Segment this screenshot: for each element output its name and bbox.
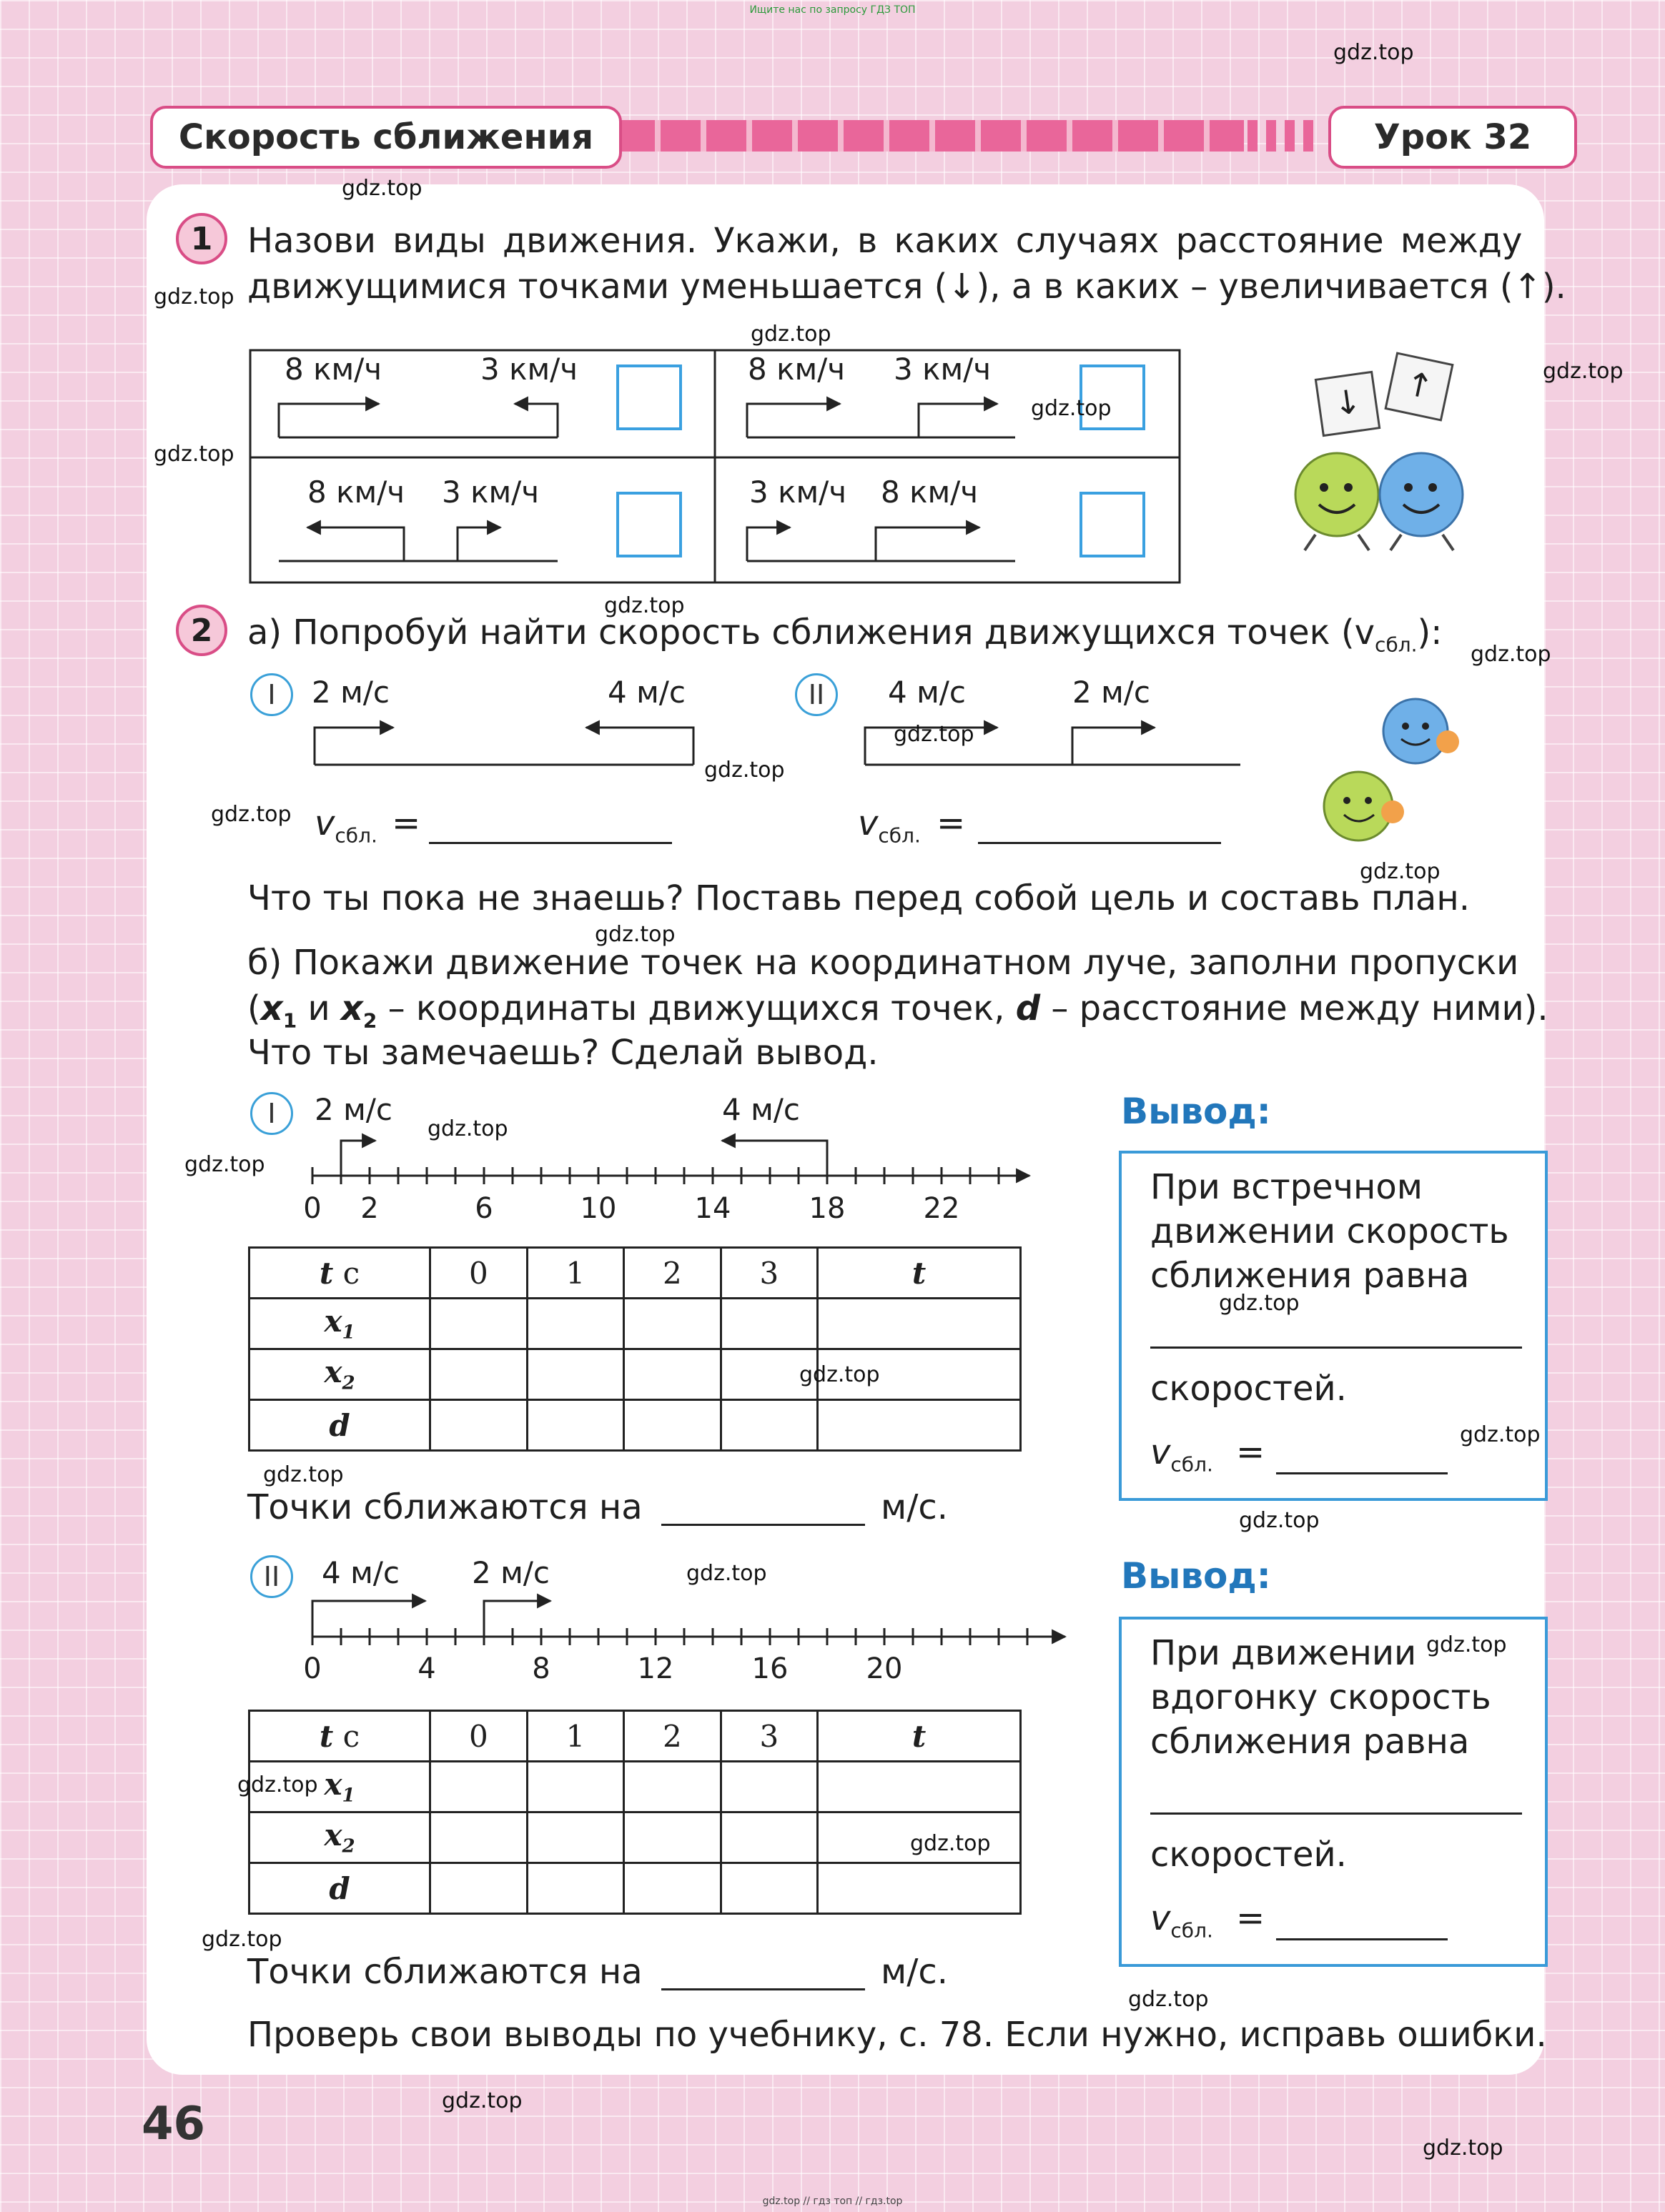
task1-cell2-right-speed: 3 км/ч [894,352,992,387]
table-II-col-1: 1 [527,1711,624,1762]
axis-I-tick-22: 22 [923,1192,960,1225]
task1-cell1-left-speed: 8 км/ч [285,352,382,387]
watermark: gdz.top [1333,40,1414,65]
watermark: gdz.top [1460,1422,1541,1447]
axis-II-marker: II [250,1555,293,1598]
watermark: gdz.top [686,1561,767,1586]
axis-I-tick-2: 2 [360,1192,379,1225]
task2a-text: а) Попробуй найти скорость сближения движущихся точек $(v_{сбл.})$: [247,612,1443,657]
watermark: gdz.top [704,758,785,783]
table-cell[interactable] [721,1863,818,1914]
table-II-row-d: d [249,1863,430,1914]
check-text: Проверь свои выводы по учебнику, с. 78. Если нужно, исправь ошибки. [247,2015,1547,2055]
table-cell[interactable] [430,1863,528,1914]
case-I-vsbl-label: $v_{сбл.}$ [315,803,377,848]
axis-I-marker: I [250,1092,293,1135]
conclusion-I-line1: При встречном [1150,1167,1423,1207]
axis-I-tick-0: 0 [303,1192,322,1225]
table-I-t-header: t с [249,1248,430,1299]
axis-II-speed2: 2 м/с [472,1555,550,1590]
case-II-marker: II [795,673,838,716]
conclusion-II-line4: скоростей. [1150,1835,1347,1875]
conclusion-II-line2: вдогонку скорость [1150,1677,1491,1717]
conclusion-II-box [1119,1617,1548,1967]
watermark: gdz.top [263,1462,344,1487]
axis-II-tick-12: 12 [637,1652,674,1685]
axis-II-tick-0: 0 [303,1652,322,1685]
table-cell[interactable] [721,1812,818,1863]
table-II-col-t: t [818,1711,1021,1762]
axis-I-speed1: 2 м/с [315,1092,392,1127]
table-cell[interactable] [527,1762,624,1812]
watermark: gdz.top [894,722,974,747]
task2b-line1: б) Покажи движение точек на координатном луче, заполни пропуски [247,943,1519,983]
table-cell[interactable] [527,1863,624,1914]
watermark: gdz.top [211,802,292,827]
table-cell[interactable] [721,1762,818,1812]
watermark: gdz.top [595,922,676,947]
watermark: gdz.top [1031,396,1112,421]
task1-cell3-right-speed: 3 км/ч [442,475,540,510]
lesson-topic-title: Скорость сближения [150,106,622,169]
axis-II-speed1: 4 м/с [322,1555,400,1590]
conclusion-I-line3: сближения равна [1150,1256,1470,1296]
conclusion-II-answer-line[interactable] [1276,1938,1448,1940]
approach-text-I: Точки сближаются на [247,1487,643,1527]
watermark: gdz.top [1219,1291,1300,1316]
task-number-1: 1 [176,213,227,264]
table-II-row-x2: $x_2$ [249,1812,430,1863]
table-cell[interactable] [430,1762,528,1812]
watermark: gdz.top [799,1362,880,1387]
task2b-line3: Что ты замечаешь? Сделай вывод. [247,1033,879,1073]
conclusion-I-vsbl: $v_{сбл.}$ [1150,1432,1213,1477]
watermark: gdz.top [1239,1508,1320,1533]
goal-text: Что ты пока не знаешь? Поставь перед собой цель и составь план. [247,878,1470,918]
table-cell[interactable] [624,1762,721,1812]
conclusion-I-equals: = [1236,1432,1265,1472]
watermark: gdz.top [604,593,685,618]
table-I-row-d: d [249,1400,430,1451]
task-number-2: 2 [176,605,227,656]
table-II-row-x1: $x_1$ [249,1762,430,1812]
watermark: gdz.top [184,1152,265,1177]
case-II-vsbl-label: $v_{сбл.}$ [858,803,921,848]
arrow-down-card: ↓ [1315,371,1381,437]
approach-text-II: Точки сближаются на [247,1952,643,1992]
case-I-speed2: 4 м/с [608,675,686,710]
conclusion-I-line4: скоростей. [1150,1369,1347,1409]
axis-II-tick-16: 16 [751,1652,789,1685]
table-I-col-3: 3 [721,1248,818,1299]
axis-II-tick-4: 4 [418,1652,436,1685]
watermark: gdz.top [202,1927,282,1952]
task2b-line2: ($x_1$ и $x_2$ – координаты движущихся точек, d – расстояние между ними). [247,988,1548,1033]
table-cell[interactable] [430,1812,528,1863]
conclusion-I-title: Вывод: [1121,1091,1271,1132]
conclusion-II-vsbl: $v_{сбл.}$ [1150,1898,1213,1943]
lesson-number: Урок 32 [1328,106,1577,169]
task1-cell3-left-speed: 8 км/ч [307,475,405,510]
bottom-note: gdz.top // гдз топ // гдз.top [762,2196,903,2207]
task1-cell1-right-speed: 3 км/ч [480,352,578,387]
case-II-speed1: 4 м/с [888,675,966,710]
table-II-col-2: 2 [624,1711,721,1762]
watermark: gdz.top [1128,1987,1209,2012]
watermark: gdz.top [154,442,234,467]
axis-I-tick-14: 14 [694,1192,731,1225]
table-cell[interactable] [818,1863,1021,1914]
conclusion-II-equals: = [1236,1898,1265,1938]
approach-unit-I: м/с. [881,1487,949,1527]
table-I-row-x1: $x_1$ [249,1299,430,1349]
watermark: gdz.top [442,2088,523,2113]
table-II-col-0: 0 [430,1711,528,1762]
table-II-col-3: 3 [721,1711,818,1762]
conclusion-II-line3: сближения равна [1150,1722,1470,1762]
watermark: gdz.top [428,1116,508,1141]
watermark: gdz.top [751,322,831,347]
table-cell[interactable] [624,1812,721,1863]
page-number: 46 [142,2098,206,2151]
table-cell[interactable] [527,1812,624,1863]
axis-I-speed2: 4 м/с [722,1092,800,1127]
table-I-col-1: 1 [527,1248,624,1299]
watermark: gdz.top [237,1772,318,1797]
watermark: gdz.top [342,176,423,201]
axis-II-tick-20: 20 [866,1652,903,1685]
axis-II-tick-8: 8 [532,1652,550,1685]
watermark: gdz.top [910,1831,991,1856]
conclusion-II-title: Вывод: [1121,1555,1271,1597]
table-II-t-header: t с [249,1711,430,1762]
watermark: gdz.top [154,284,234,309]
table-I-col-2: 2 [624,1248,721,1299]
case-I-equals: = [392,803,421,843]
arrow-up-card: ↑ [1384,352,1453,421]
top-note: Ищите нас по запросу ГДЗ ТОП [749,4,916,16]
table-cell[interactable] [818,1762,1021,1812]
task1-cell2-left-speed: 8 км/ч [748,352,846,387]
case-II-speed2: 2 м/с [1072,675,1150,710]
table-cell[interactable] [624,1863,721,1914]
task1-text-line2: движущимися точками уменьшается (↓), а в каких – увеличивается (↑). [247,267,1566,307]
axis-I-tick-6: 6 [475,1192,493,1225]
task1-cell4-left-speed: 3 км/ч [749,475,847,510]
watermark: gdz.top [1471,642,1551,667]
approach-unit-II: м/с. [881,1952,949,1992]
conclusion-II-blank[interactable] [1150,1812,1522,1815]
case-II-equals: = [937,803,966,843]
watermark: gdz.top [1426,1632,1507,1657]
task1-text-line1: Назови виды движения. Укажи, в каких случаях расстояние между [247,221,1523,261]
axis-I-tick-18: 18 [809,1192,846,1225]
table-I-row-x2: $x_2$ [249,1349,430,1400]
watermark: gdz.top [1423,2136,1503,2161]
approach-II-answer-line[interactable] [661,1988,865,1990]
case-I-marker: I [250,673,293,716]
case-I-speed1: 2 м/с [312,675,390,710]
conclusion-II-line1: При движении [1150,1633,1417,1673]
table-II [248,1710,1022,1915]
axis-I-tick-10: 10 [580,1192,617,1225]
conclusion-I-line2: движении скорость [1150,1211,1509,1251]
table-I-col-0: 0 [430,1248,528,1299]
table-I-col-t: t [818,1248,1021,1299]
task1-cell4-right-speed: 8 км/ч [881,475,979,510]
watermark: gdz.top [1543,359,1624,384]
watermark: gdz.top [1360,859,1441,884]
